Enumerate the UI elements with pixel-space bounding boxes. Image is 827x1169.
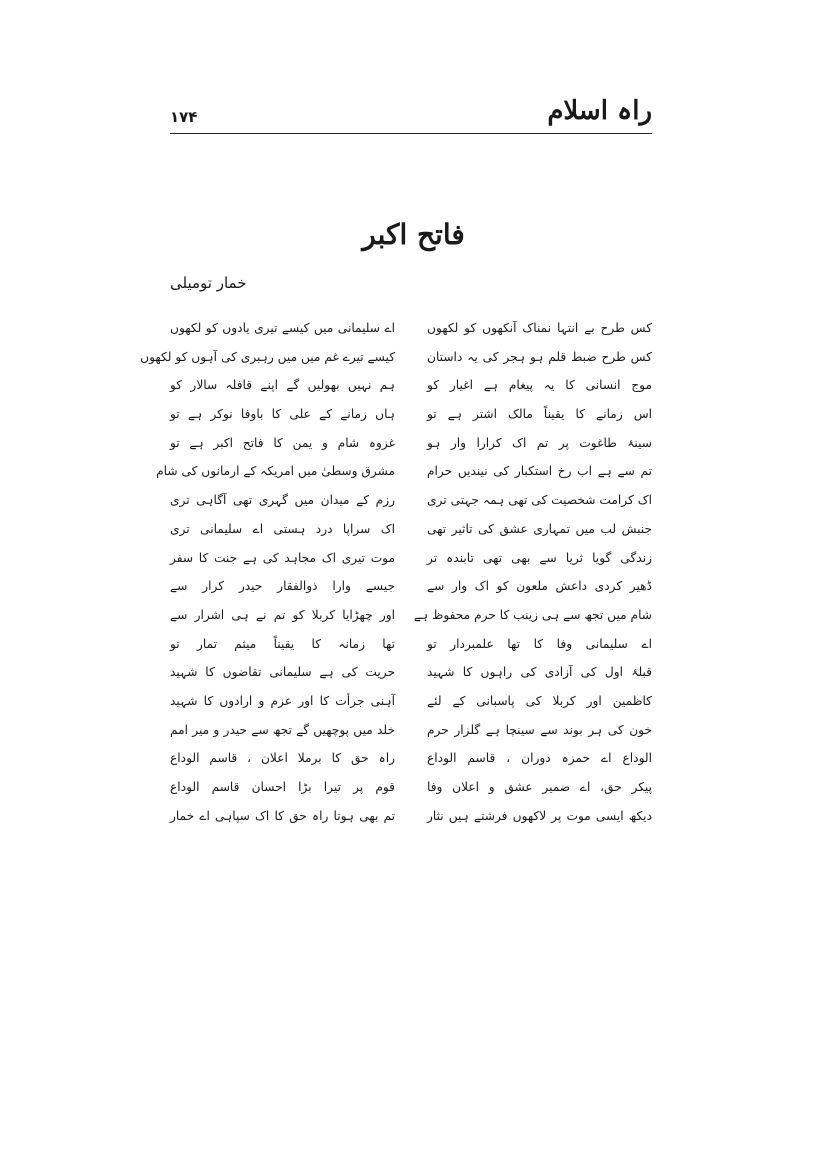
verse-line: غزوہ شام و یمن کا فاتح اکبر ہے تو — [170, 435, 395, 450]
verse-line: رزم کے میدان میں گہری تھی آگاہی تری — [170, 493, 395, 508]
verse-line: تھا زمانہ کا یقیناً میثم تمار تو — [170, 636, 395, 651]
verse-line: کیسے تیرے غم میں میں رہبری کی آہوں کو لکھوں — [140, 349, 395, 364]
verse-line: ہاں زمانے کے علی کا باوفا نوکر ہے تو — [170, 407, 395, 422]
verse-line: اے سلیمانی میں کیسے تیری یادوں کو لکھوں — [170, 321, 395, 335]
verse-line: اس زمانے کا یقیناً مالک اشتر ہے تو — [427, 407, 652, 422]
verse-line: حریت کی ہے سلیمانی تقاضوں کا شہید — [170, 665, 395, 680]
verse-line: تم سے ہے اب رخ استکبار کی نیندیں حرام — [427, 464, 652, 479]
verse-line: ہم نہیں بھولیں گے اپنے قافلہ سالار کو — [170, 378, 395, 393]
verse-line: اک کرامت شخصیت کی تھی ہمہ جہتی تری — [427, 493, 652, 508]
verse-line: شام میں تجھ سے ہی زینب کا حرم محفوظ ہے — [413, 607, 652, 622]
verse-line: موج انسانی کا یہ پیغام ہے اغیار کو — [427, 378, 652, 393]
verse-line: تم بھی ہوتا راہ حق کا اک سپاہی اے خمار — [170, 808, 395, 823]
verse-line: خون کی ہر بوند سے سینچا ہے گلزار حرم — [427, 722, 652, 737]
verse-line: کس طرح بے انتہا نمناک آنکھوں کو لکھوں — [427, 321, 652, 335]
page-number: ۱۷۴ — [170, 108, 198, 126]
header-divider — [170, 133, 652, 134]
journal-logo: راہ اسلام — [547, 96, 652, 126]
verse-line: اے سلیمانی وفا کا تھا علمبردار تو — [427, 636, 652, 651]
verse-line: ڈھیر کردی داعش ملعون کو اک وار سے — [427, 579, 652, 594]
verse-line: مشرق وسطیٰ میں امریکہ کے ارمانوں کی شام — [156, 464, 395, 479]
verse-column-right — [413, 314, 652, 830]
verse-line: راہ حق کا برملا اعلان ، قاسم الوداع — [170, 751, 395, 766]
verse-line: پیکر حق، اے ضمیر عشق و اعلان وفا — [427, 780, 652, 794]
verse-line: اور چھڑایا کربلا کو تم نے ہی اشرار سے — [170, 607, 395, 622]
verse-line: جیسے وارا ذوالفقار حیدر کرار سے — [170, 579, 395, 594]
verse-line: کاظمین اور کربلا کی پاسبانی کے لئے — [427, 693, 652, 708]
verse-column-left — [140, 314, 395, 830]
verse-line: سینۂ طاغوت پر تم اک کرارا وار ہو — [427, 435, 652, 450]
verse-line: اک سراپا درد ہستی اے سلیمانی تری — [170, 521, 395, 536]
verse-line: زندگی گویا ثریا سے بھی تھی تابندہ تر — [427, 550, 652, 565]
verse-line: قوم پر تیرا بڑا احسان قاسم الوداع — [170, 780, 395, 794]
verse-line: دیکھ ایسی موت پر لاکھوں فرشتے ہیں نثار — [427, 808, 652, 823]
verse-line: آہنی جرأت کا اور عزم و ارادوں کا شہید — [170, 693, 395, 708]
verse-line: خلد میں پوچھیں گے تجھ سے حیدر و میر امم — [170, 722, 395, 737]
verse-line: کس طرح ضبط قلم ہو ہجر کی یہ داستان — [427, 349, 652, 364]
verse-line: قبلۂ اول کی آزادی کی راہوں کا شہید — [427, 665, 652, 680]
verse-line: جنبش لب میں تمہاری عشق کی تاثیر تھی — [427, 521, 652, 536]
verse-line: الوداع اے حمزہ دوران ، قاسم الوداع — [427, 751, 652, 766]
verse-line: موت تیری اک مجاہد کی ہے جنت کا سفر — [170, 550, 395, 565]
poet-name: خمار تومیلی — [170, 274, 247, 292]
poem-title: فاتح اکبر — [362, 218, 465, 251]
